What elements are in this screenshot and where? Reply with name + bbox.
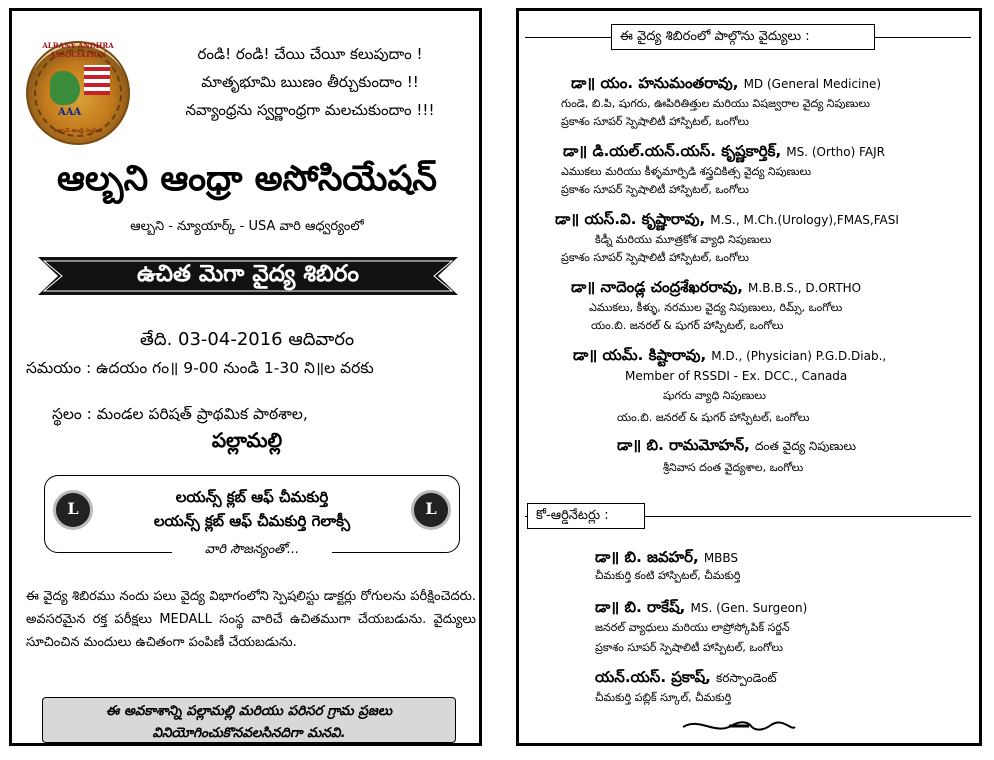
doctor-3 bbox=[555, 209, 899, 232]
doctor-5-line-1: షుగరు వ్యాధి నిపుణులు bbox=[663, 389, 766, 402]
doctor-qualification: MD (General Medicine) bbox=[743, 77, 882, 91]
right-panel bbox=[516, 8, 982, 746]
doctor-name: డా॥ యం. హనుమంతరావు, bbox=[571, 74, 739, 92]
doctor-2 bbox=[563, 141, 885, 164]
coordinator-2 bbox=[595, 597, 807, 620]
lions-club-line-1: లయన్స్ క్లబ్ ఆఫ్ చీమకుర్తి bbox=[175, 488, 329, 506]
camp-time: సమయం : ఉదయం గం॥ 9-00 నుండి 1-30 ని॥ల వరకు bbox=[26, 359, 374, 377]
camp-village: పల్లామల్లి bbox=[211, 428, 283, 452]
coordinator-qualification: కరస్పాండెంట్ bbox=[715, 671, 777, 685]
doctor-name: డా॥ నాదెండ్ల చంద్రశేఖరరావు, bbox=[571, 278, 743, 296]
doctor-2-line-1: ఎముకలు మరియు కీళ్ళమార్పిడి శస్త్రచికిత్స వైద్య నిపుణులు bbox=[561, 165, 812, 178]
coordinator-1-line-1: చీమకుర్తి కంటి హాస్పిటల్, చీమకుర్తి bbox=[595, 569, 741, 582]
slogan-line-3: నవ్యాంధ్రను స్వర్ణాంధ్రగా మలచుకుందాం !!! bbox=[185, 101, 435, 119]
coordinator-name: డా॥ బి. రాకేష్, bbox=[595, 598, 686, 616]
doctor-1-line-2: ప్రకాశం సూపర్ స్పెషాలిటీ హాస్పిటల్, ఒంగోలు bbox=[561, 115, 749, 128]
coordinator-qualification: MBBS bbox=[703, 551, 739, 565]
doctor-qualification: MS. (Ortho) FAJR bbox=[786, 145, 885, 159]
coordinator-2-line-1: జనరల్ వ్యాధులు మరియు లాప్రోస్కోపిక్ సర్జన్ bbox=[595, 621, 790, 634]
doctor-qualification: M.D., (Physician) P.G.D.Diab., bbox=[711, 349, 887, 363]
doctor-name: డా॥ యస్.వి. కృష్ణారావు, bbox=[555, 210, 706, 228]
doctor-3-line-2: ప్రకాశం సూపర్ స్పెషాలిటీ హాస్పిటల్, ఒంగోలు bbox=[561, 251, 749, 264]
doctor-qualification: దంత వైద్య నిపుణులు bbox=[754, 439, 857, 453]
doctor-1-line-1: గుండె, బి.పి, షుగరు, ఊపిరితిత్తుల మరియు విషజ్వరాల వైద్య నిపుణులు bbox=[561, 97, 870, 110]
association-logo bbox=[26, 41, 130, 145]
andhra-map-icon bbox=[50, 71, 80, 105]
courtesy-text: వారి సౌజన్యంతో... bbox=[172, 542, 332, 562]
appeal-line-1: ఈ అవకాశాన్ని పల్లామల్లి మరియు పరిసర గ్రామ ప్రజలు bbox=[105, 703, 393, 719]
coordinator-qualification: MS. (Gen. Surgeon) bbox=[690, 601, 808, 615]
doctor-6 bbox=[617, 435, 856, 458]
coordinator-name: యన్.యస్. ప్రకాష్, bbox=[595, 668, 711, 686]
appeal-box bbox=[42, 697, 456, 743]
doctor-name: డా॥ బి. రామమోహన్, bbox=[617, 436, 750, 454]
lions-logo-left-icon: L bbox=[53, 490, 93, 530]
coordinator-2-line-2: ప్రకాశం సూపర్ స్పెషాలిటీ హాస్పిటల్, ఒంగోలు bbox=[595, 641, 783, 654]
doctor-name: డా॥ డి.యల్.యన్.యస్. కృష్ణకార్తిక్, bbox=[563, 142, 782, 160]
coordinator-name: డా॥ బి. జవహర్, bbox=[595, 548, 699, 566]
doctor-2-line-2: ప్రకాశం సూపర్ స్పెషాలిటీ హాస్పిటల్, ఒంగోలు bbox=[561, 183, 749, 196]
ornament-flourish-icon bbox=[679, 715, 799, 737]
lions-club-line-2: లయన్స్ క్లబ్ ఆఫ్ చీమకుర్తి గెలాక్సీ bbox=[153, 512, 351, 530]
coordinator-3 bbox=[595, 667, 777, 690]
slogan-line-1: రండి! రండి! చేయి చేయీ కలుపుదాం ! bbox=[197, 45, 423, 63]
logo-ring-text: ALBANY ANDHRA ASSOCIATION bbox=[42, 41, 114, 59]
logo-bottom-text: ఆల్బని ఆంధ్ర సంఘం bbox=[53, 127, 103, 134]
camp-banner bbox=[38, 251, 458, 301]
organizer-subtitle: ఆల్బని - న్యూయార్క్ - USA వారి ఆధ్వర్యంలో bbox=[130, 219, 364, 234]
slogan-line-2: మాతృభూమి ఋణం తీర్చుకుందాం !! bbox=[201, 73, 419, 91]
doctor-4 bbox=[571, 277, 861, 300]
camp-place: స్థలం : మండల పరిషత్ ప్రాథమిక పాఠశాల, bbox=[52, 405, 308, 423]
doctor-5-line-2: యం.బి. జనరల్ & షుగర్ హాస్పిటల్, ఒంగోలు bbox=[617, 411, 810, 424]
camp-title: ఉచిత మెగా వైద్య శిబిరం bbox=[136, 261, 360, 287]
doctor-5-qualification-2: Member of RSSDI - Ex. DCC., Canada bbox=[625, 369, 848, 383]
association-title: ఆల్బని ఆంధ్రా అసోసియేషన్ bbox=[57, 159, 437, 199]
lions-logo-right-icon: L bbox=[411, 490, 451, 530]
doctor-1 bbox=[571, 73, 881, 96]
us-flag-icon bbox=[84, 65, 110, 95]
doctor-4-line-2: యం.బి. జనరల్ & షుగర్ హాస్పిటల్, ఒంగోలు bbox=[591, 319, 784, 332]
logo-mark: AAA bbox=[58, 107, 82, 118]
coordinator-3-line-1: చీమకుర్తి పబ్లిక్ స్కూల్, చీమకుర్తి bbox=[595, 691, 732, 704]
camp-date: తేది. 03-04-2016 ఆదివారం bbox=[139, 329, 355, 350]
doctor-3-line-1: కిడ్నీ మరియు మూత్రకోశ వ్యాధి నిపుణులు bbox=[595, 233, 772, 246]
doctor-4-line-1: ఎముకలు, కీళ్ళు, నరముల వైద్య నిపుణులు, రిమ్స్, ఒంగోలు bbox=[589, 301, 843, 314]
doctor-6-line-1: శ్రీనివాస దంత వైద్యశాల, ఒంగోలు bbox=[663, 461, 804, 474]
camp-description: ఈ వైద్య శిబిరము నందు పలు వైద్య విభాగంలోని స్పెషలిస్టు డాక్టర్లు రోగులను పరీక్షించెదరు. అవసరమైన రక్త పరీక్షలు MEDALL సంస్థ వారిచే ఉచితముగా చేయబడును. వైద్యులు సూచించిన మందులు ఉచితంగా పంపిణీ చేయబడును. bbox=[26, 589, 476, 650]
left-panel bbox=[9, 8, 482, 746]
doctor-qualification: M.S., M.Ch.(Urology),FMAS,FASI bbox=[710, 213, 899, 227]
coordinators-header: కో-ఆర్డినేటర్లు : bbox=[527, 503, 645, 529]
doctor-qualification: M.B.B.S., D.ORTHO bbox=[748, 281, 862, 295]
appeal-line-2: వినియోగించుకొనవలసినదిగా మనవి. bbox=[152, 725, 346, 741]
doctor-5 bbox=[573, 345, 886, 368]
doctors-header: ఈ వైద్య శిబిరంలో పాల్గొను వైద్యులు : bbox=[611, 24, 875, 50]
coordinator-1 bbox=[595, 547, 738, 570]
doctor-name: డా॥ యమ్. కిష్టారావు, bbox=[573, 346, 707, 364]
